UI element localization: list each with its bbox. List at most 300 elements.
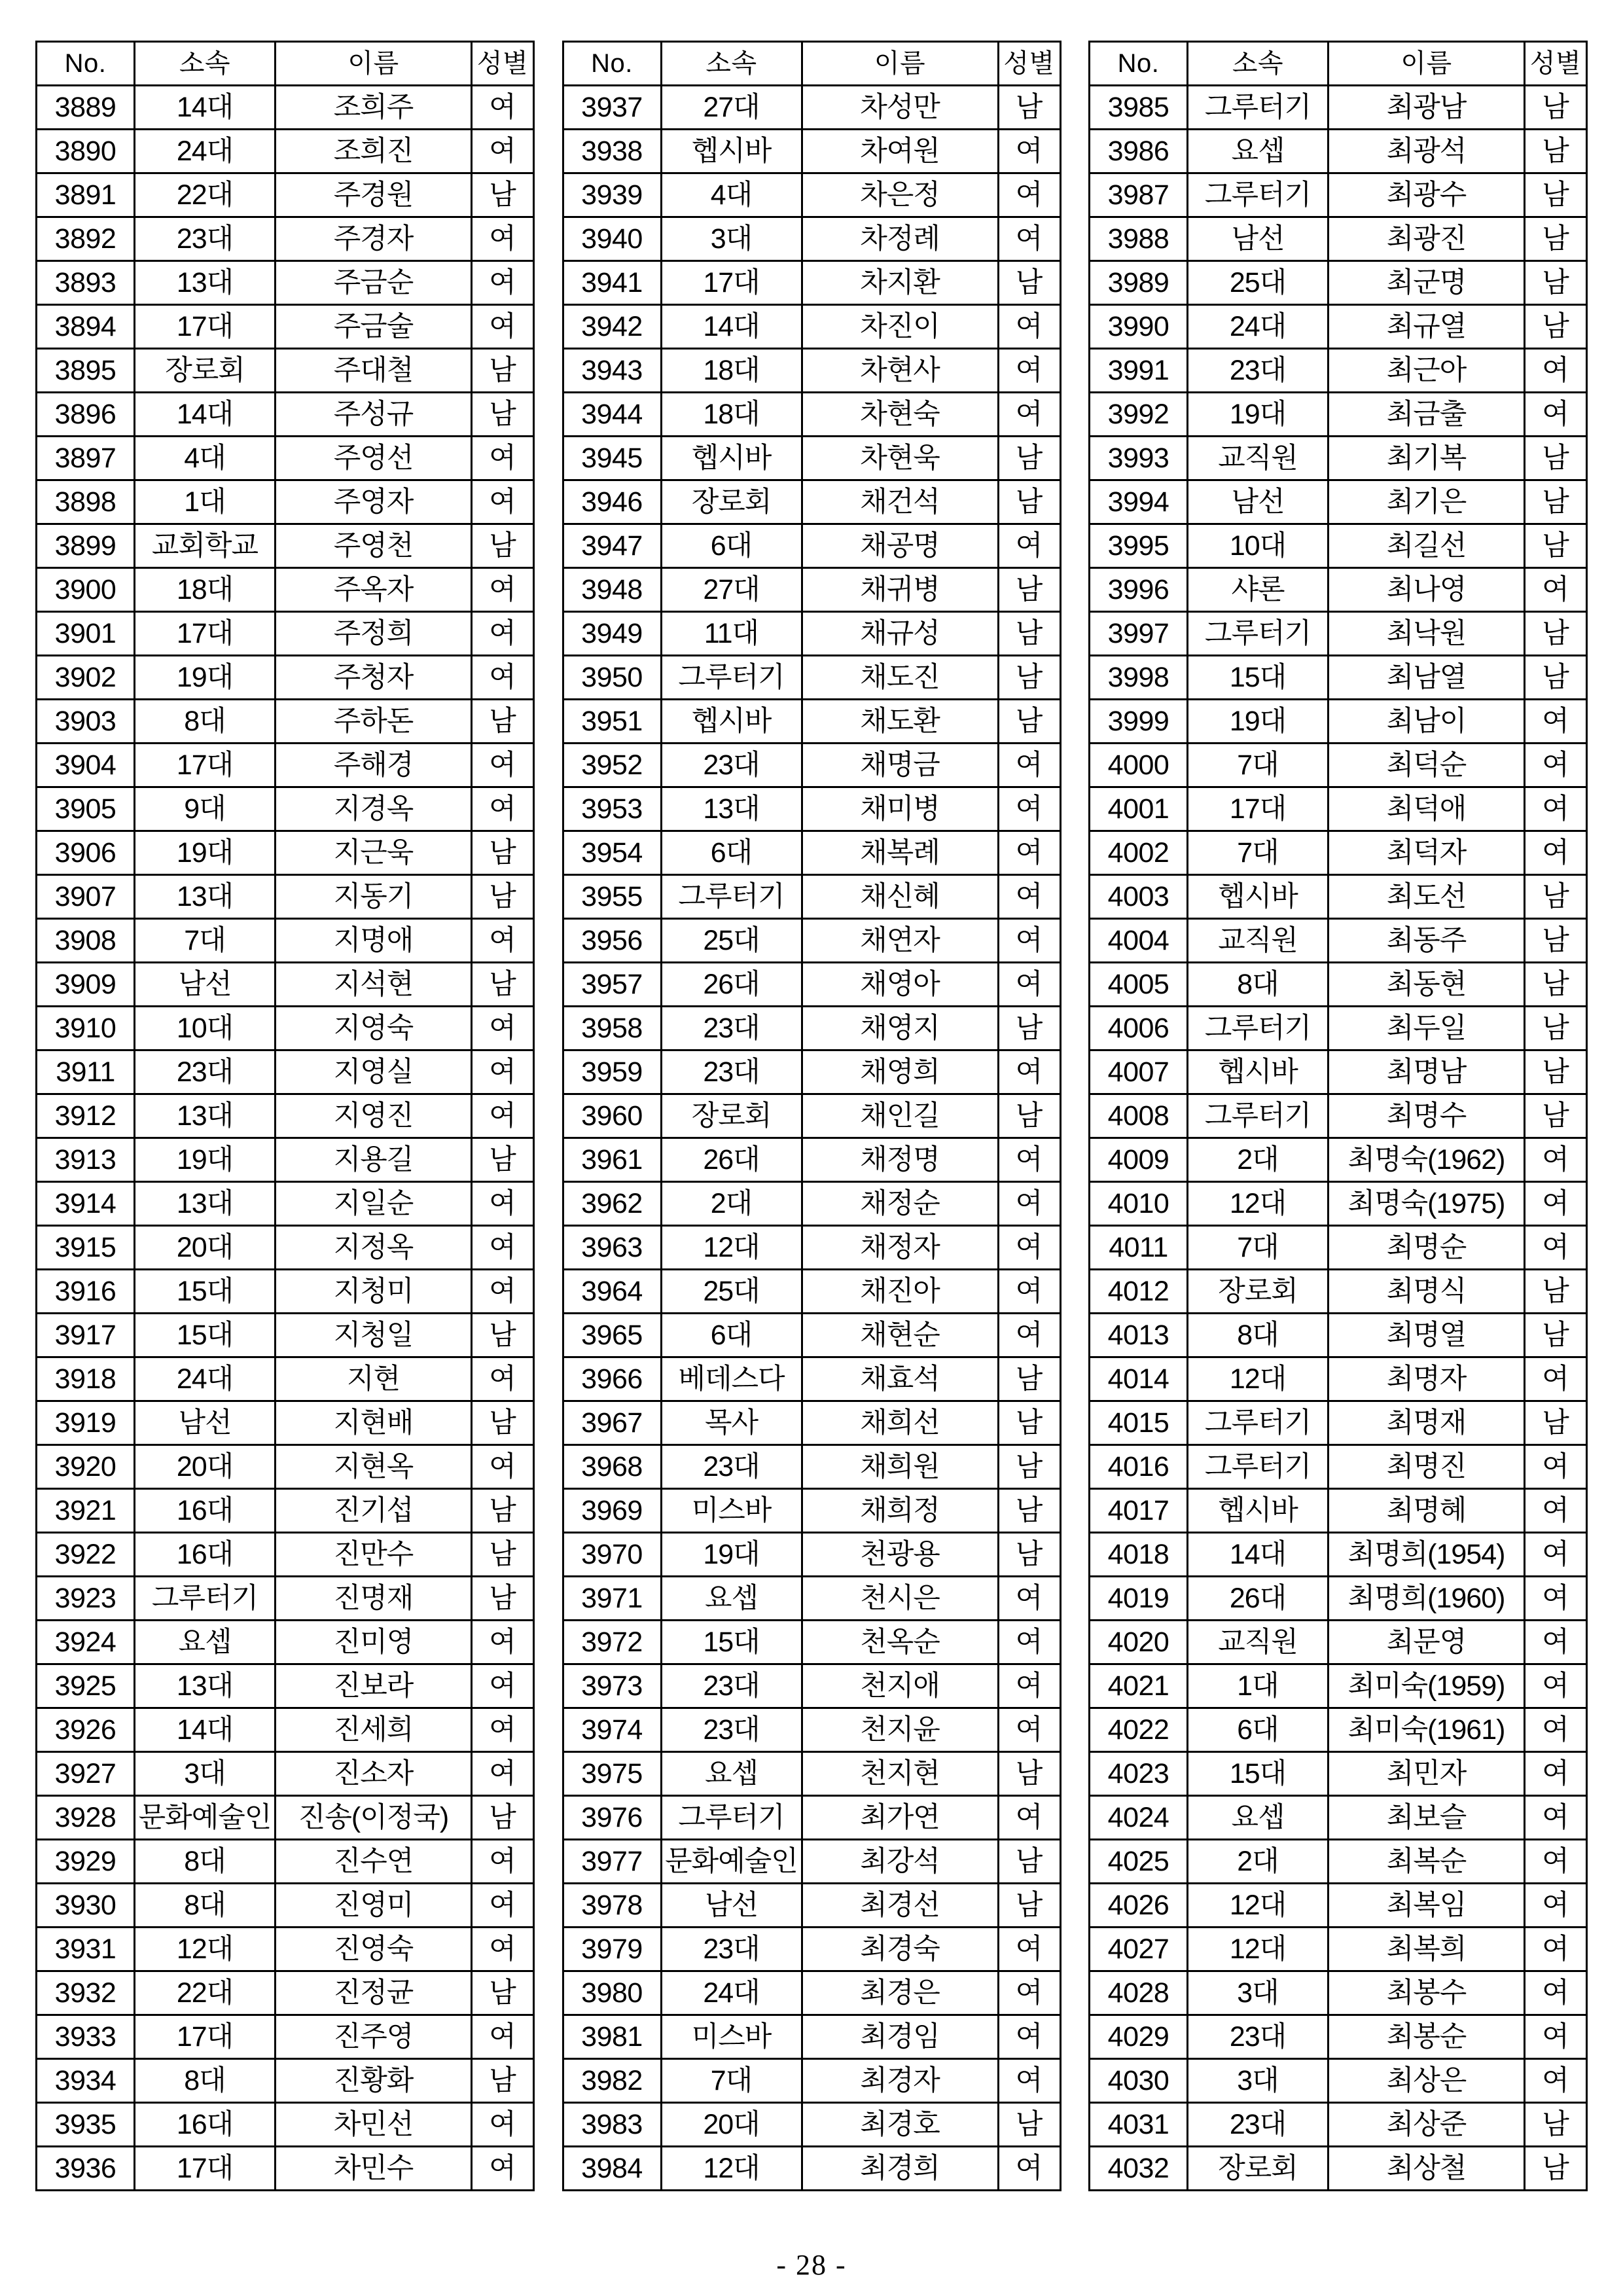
table-row: [1090, 1094, 1587, 1138]
cell-gender: 여: [1525, 393, 1587, 437]
cell-name: 최남이: [1329, 700, 1525, 744]
table-row: [563, 1708, 1060, 1752]
table-row: [563, 1489, 1060, 1533]
cell-name: 천옥순: [802, 1621, 998, 1664]
table-row: [37, 1314, 534, 1357]
cell-affiliation: 18대: [135, 568, 276, 612]
cell-name: 채정순: [802, 1182, 998, 1226]
cell-gender: 남: [1525, 524, 1587, 568]
cell-name: 최보슬: [1329, 1796, 1525, 1840]
table-row: [1090, 1138, 1587, 1182]
cell-no: 3963: [563, 1226, 661, 1270]
cell-gender: 남: [998, 2103, 1060, 2147]
cell-name: 최경희: [802, 2147, 998, 2191]
table-row: [1090, 393, 1587, 437]
cell-gender: 여: [1525, 1533, 1587, 1577]
table-row: [563, 700, 1060, 744]
cell-gender: 남: [998, 480, 1060, 524]
table-row: [1090, 919, 1587, 963]
table-row: [1090, 524, 1587, 568]
cell-gender: 여: [472, 1708, 534, 1752]
cell-gender: 남: [472, 1138, 534, 1182]
cell-gender: 여: [472, 1226, 534, 1270]
directory-table-right: [1088, 41, 1588, 2191]
cell-no: 3935: [37, 2103, 135, 2147]
cell-affiliation: 26대: [661, 1138, 802, 1182]
cell-affiliation: 24대: [661, 1971, 802, 2015]
cell-no: 3965: [563, 1314, 661, 1357]
directory-block-middle: [562, 41, 1061, 2191]
directory-table-left: [35, 41, 535, 2191]
cell-no: 3918: [37, 1357, 135, 1401]
cell-name: 주해경: [276, 744, 472, 787]
table-row: [563, 1270, 1060, 1314]
table-row: [563, 1971, 1060, 2015]
cell-affiliation: 16대: [135, 1489, 276, 1533]
cell-no: 3972: [563, 1621, 661, 1664]
cell-no: 3903: [37, 700, 135, 744]
cell-name: 최길선: [1329, 524, 1525, 568]
cell-no: 3914: [37, 1182, 135, 1226]
cell-no: 3928: [37, 1796, 135, 1840]
cell-no: 4014: [1090, 1357, 1188, 1401]
cell-affiliation: 27대: [661, 568, 802, 612]
table-row: [1090, 612, 1587, 656]
cell-gender: 여: [998, 744, 1060, 787]
cell-name: 최강석: [802, 1840, 998, 1884]
cell-gender: 남: [1525, 875, 1587, 919]
cell-affiliation: 12대: [1188, 1357, 1329, 1401]
table-row: [563, 1533, 1060, 1577]
table-header-row: [1090, 42, 1587, 86]
column-header-no: No.: [563, 42, 661, 86]
column-header-affiliation: 소속: [661, 42, 802, 86]
column-header-gender: 성별: [1525, 42, 1587, 86]
cell-affiliation: 문화예술인: [661, 1840, 802, 1884]
cell-name: 최명숙(1962): [1329, 1138, 1525, 1182]
cell-affiliation: 요셉: [661, 1752, 802, 1796]
cell-affiliation: 8대: [1188, 963, 1329, 1007]
cell-no: 3960: [563, 1094, 661, 1138]
cell-name: 채정자: [802, 1226, 998, 1270]
cell-affiliation: 미스바: [661, 1489, 802, 1533]
column-header-name: 이름: [1329, 42, 1525, 86]
table-row: [1090, 1796, 1587, 1840]
cell-affiliation: 교직원: [1188, 919, 1329, 963]
cell-gender: 남: [472, 700, 534, 744]
cell-no: 4002: [1090, 831, 1188, 875]
cell-affiliation: 17대: [135, 2147, 276, 2191]
table-row: [1090, 437, 1587, 480]
cell-no: 3978: [563, 1884, 661, 1928]
cell-no: 4032: [1090, 2147, 1188, 2191]
cell-no: 4003: [1090, 875, 1188, 919]
cell-name: 최명수: [1329, 1094, 1525, 1138]
table-body-middle: [563, 86, 1060, 2191]
cell-gender: 여: [1525, 1708, 1587, 1752]
cell-no: 3983: [563, 2103, 661, 2147]
cell-gender: 남: [1525, 261, 1587, 305]
table-row: [1090, 1445, 1587, 1489]
cell-affiliation: 그루터기: [1188, 1401, 1329, 1445]
cell-no: 3979: [563, 1928, 661, 1971]
cell-gender: 여: [1525, 1840, 1587, 1884]
table-row: [563, 1401, 1060, 1445]
cell-gender: 남: [472, 1796, 534, 1840]
cell-affiliation: 장로회: [135, 349, 276, 393]
cell-no: 3973: [563, 1664, 661, 1708]
cell-gender: 남: [472, 393, 534, 437]
table-row: [1090, 1226, 1587, 1270]
cell-name: 최동현: [1329, 963, 1525, 1007]
cell-affiliation: 19대: [661, 1533, 802, 1577]
cell-name: 채희정: [802, 1489, 998, 1533]
cell-affiliation: 헵시바: [661, 130, 802, 173]
table-header-row: [37, 42, 534, 86]
cell-gender: 여: [998, 1971, 1060, 2015]
cell-no: 3993: [1090, 437, 1188, 480]
cell-gender: 여: [1525, 1971, 1587, 2015]
cell-no: 3891: [37, 173, 135, 217]
cell-affiliation: 19대: [1188, 393, 1329, 437]
cell-affiliation: 19대: [135, 831, 276, 875]
cell-name: 최광수: [1329, 173, 1525, 217]
cell-gender: 여: [472, 1357, 534, 1401]
cell-affiliation: 미스바: [661, 2015, 802, 2059]
table-row: [563, 217, 1060, 261]
table-row: [37, 875, 534, 919]
cell-no: 3927: [37, 1752, 135, 1796]
cell-name: 채연자: [802, 919, 998, 963]
cell-affiliation: 20대: [135, 1445, 276, 1489]
table-row: [563, 787, 1060, 831]
table-row: [563, 831, 1060, 875]
cell-no: 3900: [37, 568, 135, 612]
table-row: [1090, 305, 1587, 349]
cell-gender: 여: [998, 831, 1060, 875]
cell-name: 최복임: [1329, 1884, 1525, 1928]
cell-affiliation: 17대: [661, 261, 802, 305]
cell-no: 3940: [563, 217, 661, 261]
cell-gender: 남: [472, 1401, 534, 1445]
cell-gender: 남: [998, 1094, 1060, 1138]
cell-no: 4006: [1090, 1007, 1188, 1050]
cell-affiliation: 그루터기: [661, 1796, 802, 1840]
cell-gender: 여: [472, 305, 534, 349]
cell-affiliation: 4대: [135, 437, 276, 480]
cell-no: 3985: [1090, 86, 1188, 130]
cell-affiliation: 남선: [135, 1401, 276, 1445]
cell-name: 차현욱: [802, 437, 998, 480]
cell-affiliation: 14대: [135, 393, 276, 437]
cell-affiliation: 22대: [135, 1971, 276, 2015]
cell-name: 주청자: [276, 656, 472, 700]
table-row: [1090, 173, 1587, 217]
cell-no: 4010: [1090, 1182, 1188, 1226]
cell-affiliation: 8대: [135, 700, 276, 744]
cell-gender: 여: [472, 437, 534, 480]
cell-gender: 여: [472, 919, 534, 963]
cell-no: 3907: [37, 875, 135, 919]
cell-name: 주영선: [276, 437, 472, 480]
table-row: [37, 1884, 534, 1928]
cell-no: 3951: [563, 700, 661, 744]
cell-affiliation: 23대: [1188, 349, 1329, 393]
cell-gender: 남: [998, 1752, 1060, 1796]
table-row: [1090, 1928, 1587, 1971]
cell-name: 최경자: [802, 2059, 998, 2103]
table-row: [563, 1050, 1060, 1094]
cell-name: 채진아: [802, 1270, 998, 1314]
cell-affiliation: 24대: [135, 1357, 276, 1401]
cell-gender: 여: [1525, 1226, 1587, 1270]
cell-name: 진황화: [276, 2059, 472, 2103]
cell-name: 지현옥: [276, 1445, 472, 1489]
cell-affiliation: 2대: [1188, 1138, 1329, 1182]
cell-no: 3916: [37, 1270, 135, 1314]
cell-affiliation: 요셉: [135, 1621, 276, 1664]
cell-name: 채현순: [802, 1314, 998, 1357]
cell-gender: 여: [998, 1621, 1060, 1664]
cell-name: 최미숙(1959): [1329, 1664, 1525, 1708]
cell-name: 최규열: [1329, 305, 1525, 349]
cell-name: 최민자: [1329, 1752, 1525, 1796]
cell-no: 3910: [37, 1007, 135, 1050]
cell-name: 최경숙: [802, 1928, 998, 1971]
cell-gender: 남: [1525, 1094, 1587, 1138]
cell-affiliation: 19대: [135, 656, 276, 700]
cell-name: 최명재: [1329, 1401, 1525, 1445]
cell-gender: 남: [472, 831, 534, 875]
table-row: [563, 1928, 1060, 1971]
cell-affiliation: 17대: [135, 744, 276, 787]
cell-gender: 남: [1525, 1401, 1587, 1445]
cell-affiliation: 8대: [135, 1840, 276, 1884]
cell-gender: 여: [472, 1445, 534, 1489]
table-row: [1090, 261, 1587, 305]
cell-name: 채건석: [802, 480, 998, 524]
cell-no: 4025: [1090, 1840, 1188, 1884]
cell-gender: 여: [1525, 1138, 1587, 1182]
cell-no: 3947: [563, 524, 661, 568]
cell-name: 최명자: [1329, 1357, 1525, 1401]
column-header-affiliation: 소속: [135, 42, 276, 86]
cell-affiliation: 그루터기: [1188, 86, 1329, 130]
cell-no: 3941: [563, 261, 661, 305]
cell-affiliation: 25대: [661, 919, 802, 963]
cell-affiliation: 23대: [661, 1928, 802, 1971]
cell-no: 3958: [563, 1007, 661, 1050]
cell-affiliation: 12대: [1188, 1884, 1329, 1928]
cell-name: 최명식: [1329, 1270, 1525, 1314]
cell-affiliation: 그루터기: [1188, 1007, 1329, 1050]
cell-gender: 남: [1525, 480, 1587, 524]
cell-gender: 남: [1525, 217, 1587, 261]
cell-no: 3957: [563, 963, 661, 1007]
cell-name: 지현: [276, 1357, 472, 1401]
cell-no: 4030: [1090, 2059, 1188, 2103]
cell-no: 3930: [37, 1884, 135, 1928]
cell-name: 진정균: [276, 1971, 472, 2015]
table-row: [37, 480, 534, 524]
cell-no: 3998: [1090, 656, 1188, 700]
table-row: [563, 744, 1060, 787]
cell-name: 최군명: [1329, 261, 1525, 305]
cell-no: 4016: [1090, 1445, 1188, 1489]
cell-affiliation: 헵시바: [1188, 875, 1329, 919]
cell-name: 지영실: [276, 1050, 472, 1094]
cell-gender: 여: [1525, 1884, 1587, 1928]
cell-name: 최근아: [1329, 349, 1525, 393]
cell-no: 4027: [1090, 1928, 1188, 1971]
table-row: [37, 1138, 534, 1182]
cell-name: 차진이: [802, 305, 998, 349]
cell-name: 차정례: [802, 217, 998, 261]
cell-name: 최명희(1954): [1329, 1533, 1525, 1577]
cell-gender: 여: [998, 173, 1060, 217]
cell-name: 최덕애: [1329, 787, 1525, 831]
cell-name: 진소자: [276, 1752, 472, 1796]
cell-name: 최상철: [1329, 2147, 1525, 2191]
cell-no: 3925: [37, 1664, 135, 1708]
cell-name: 지영숙: [276, 1007, 472, 1050]
cell-name: 최명혜: [1329, 1489, 1525, 1533]
cell-affiliation: 그루터기: [661, 875, 802, 919]
table-row: [1090, 1007, 1587, 1050]
cell-affiliation: 15대: [661, 1621, 802, 1664]
cell-affiliation: 23대: [135, 217, 276, 261]
table-row: [1090, 1971, 1587, 2015]
cell-no: 3948: [563, 568, 661, 612]
cell-gender: 여: [1525, 1182, 1587, 1226]
cell-gender: 남: [472, 173, 534, 217]
cell-no: 3905: [37, 787, 135, 831]
table-row: [1090, 1577, 1587, 1621]
table-row: [563, 1796, 1060, 1840]
cell-gender: 남: [1525, 612, 1587, 656]
table-row: [37, 963, 534, 1007]
cell-gender: 남: [472, 1314, 534, 1357]
cell-no: 3986: [1090, 130, 1188, 173]
cell-affiliation: 12대: [661, 1226, 802, 1270]
cell-no: 3923: [37, 1577, 135, 1621]
column-header-no: No.: [37, 42, 135, 86]
cell-affiliation: 27대: [661, 86, 802, 130]
cell-affiliation: 15대: [1188, 656, 1329, 700]
cell-affiliation: 18대: [661, 349, 802, 393]
table-row: [563, 1621, 1060, 1664]
cell-name: 채귀병: [802, 568, 998, 612]
cell-name: 채희원: [802, 1445, 998, 1489]
cell-gender: 여: [1525, 568, 1587, 612]
cell-affiliation: 헵시바: [1188, 1489, 1329, 1533]
cell-affiliation: 샤론: [1188, 568, 1329, 612]
cell-gender: 여: [998, 1314, 1060, 1357]
cell-no: 3977: [563, 1840, 661, 1884]
cell-affiliation: 14대: [135, 86, 276, 130]
table-row: [1090, 1840, 1587, 1884]
cell-gender: 여: [998, 130, 1060, 173]
cell-name: 최기은: [1329, 480, 1525, 524]
cell-gender: 여: [998, 787, 1060, 831]
cell-gender: 여: [998, 1270, 1060, 1314]
table-row: [1090, 480, 1587, 524]
cell-no: 3944: [563, 393, 661, 437]
table-row: [563, 2059, 1060, 2103]
cell-affiliation: 3대: [661, 217, 802, 261]
cell-no: 3890: [37, 130, 135, 173]
cell-gender: 여: [1525, 1664, 1587, 1708]
cell-gender: 남: [1525, 130, 1587, 173]
cell-gender: 여: [472, 568, 534, 612]
table-row: [37, 2015, 534, 2059]
table-row: [1090, 656, 1587, 700]
cell-no: 3938: [563, 130, 661, 173]
cell-name: 채신혜: [802, 875, 998, 919]
cell-gender: 남: [1525, 656, 1587, 700]
cell-affiliation: 14대: [1188, 1533, 1329, 1577]
cell-affiliation: 3대: [1188, 1971, 1329, 2015]
cell-gender: 여: [1525, 1445, 1587, 1489]
cell-name: 주경자: [276, 217, 472, 261]
cell-name: 주금순: [276, 261, 472, 305]
cell-name: 진주영: [276, 2015, 472, 2059]
cell-name: 최나영: [1329, 568, 1525, 612]
cell-name: 진세희: [276, 1708, 472, 1752]
cell-affiliation: 남선: [135, 963, 276, 1007]
cell-no: 4001: [1090, 787, 1188, 831]
cell-affiliation: 7대: [1188, 744, 1329, 787]
cell-gender: 남: [472, 1971, 534, 2015]
cell-gender: 남: [1525, 1050, 1587, 1094]
cell-affiliation: 7대: [1188, 831, 1329, 875]
cell-affiliation: 10대: [1188, 524, 1329, 568]
cell-name: 최명순: [1329, 1226, 1525, 1270]
cell-affiliation: 1대: [135, 480, 276, 524]
cell-gender: 여: [998, 1708, 1060, 1752]
cell-affiliation: 남선: [1188, 480, 1329, 524]
cell-no: 3988: [1090, 217, 1188, 261]
cell-name: 진수연: [276, 1840, 472, 1884]
cell-affiliation: 6대: [661, 1314, 802, 1357]
cell-no: 3968: [563, 1445, 661, 1489]
table-row: [37, 1270, 534, 1314]
cell-no: 3936: [37, 2147, 135, 2191]
cell-no: 3901: [37, 612, 135, 656]
table-row: [37, 1050, 534, 1094]
table-row: [563, 393, 1060, 437]
cell-gender: 여: [998, 1226, 1060, 1270]
cell-name: 주영자: [276, 480, 472, 524]
cell-name: 진만수: [276, 1533, 472, 1577]
cell-no: 3987: [1090, 173, 1188, 217]
cell-affiliation: 7대: [135, 919, 276, 963]
table-row: [37, 1971, 534, 2015]
cell-name: 채정명: [802, 1138, 998, 1182]
cell-affiliation: 15대: [135, 1314, 276, 1357]
cell-name: 지경옥: [276, 787, 472, 831]
table-row: [1090, 875, 1587, 919]
cell-no: 3949: [563, 612, 661, 656]
column-header-gender: 성별: [998, 42, 1060, 86]
table-row: [37, 437, 534, 480]
cell-affiliation: 3대: [135, 1752, 276, 1796]
cell-no: 4031: [1090, 2103, 1188, 2147]
cell-no: 3954: [563, 831, 661, 875]
table-row: [1090, 2015, 1587, 2059]
cell-gender: 남: [998, 1007, 1060, 1050]
cell-name: 지동기: [276, 875, 472, 919]
